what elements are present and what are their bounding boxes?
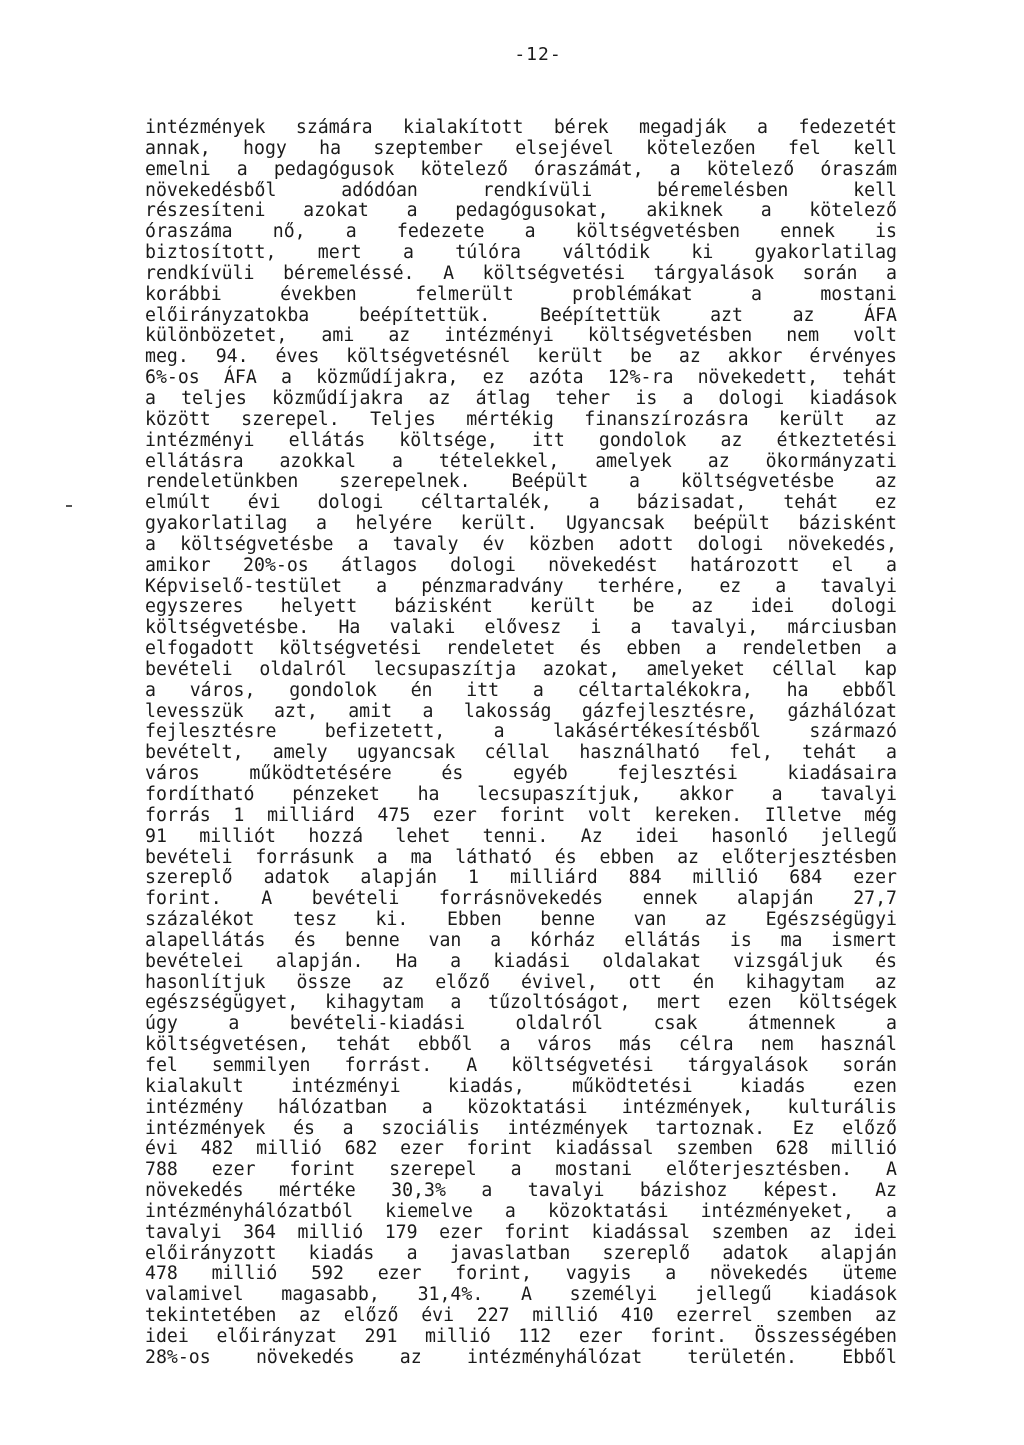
text-line: biztosított, mert a túlóra váltódik ki gyakorlatilag (145, 242, 897, 264)
text-line: évi 482 millió 682 ezer forint kiadással szemben 628 millió (145, 1138, 897, 1160)
text-line: levesszük azt, amit a lakosság gázfejlesztésre, gázhálózat (145, 700, 897, 722)
text-line: tavalyi 364 millió 179 ezer forint kiadással szemben az idei (145, 1221, 897, 1243)
text-line: város működtetésére és egyéb fejlesztési kiadásaira (145, 763, 897, 785)
text-line: 6%-os ÁFA a közműdíjakra, ez azóta 12%-ra növekedett, tehát (145, 367, 897, 389)
text-line: bevételi oldalról lecsupaszítja azokat, amelyeket céllal kap (145, 658, 897, 680)
text-line: valamivel magasabb, 31,4%. A személyi jellegű kiadások (145, 1284, 897, 1306)
text-line: úgy a bevételi-kiadási oldalról csak átmennek a (145, 1013, 897, 1035)
text-line: 788 ezer forint szerepel a mostani előterjesztésben. A (145, 1159, 897, 1181)
text-line: növekedésből adódóan rendkívüli béremelésben kell (145, 179, 897, 201)
text-line: óraszáma nő, a fedezete a költségvetésben ennek is (145, 221, 897, 243)
text-line: intézményhálózatból kiemelve a közoktatási intézményeket, a (145, 1200, 897, 1222)
text-line: alapellátás és benne van a kórház ellátás is ma ismert (145, 929, 897, 951)
text-line: kialakult intézményi kiadás, működtetési kiadás ezen (145, 1075, 897, 1097)
margin-mark (66, 505, 72, 507)
text-line: emelni a pedagógusok kötelező óraszámát, a kötelező óraszám (145, 158, 897, 180)
text-line: annak, hogy ha szeptember elsejével kötelezően fel kell (145, 137, 897, 159)
text-line: fejlesztésre befizetett, a lakásértékesítésből származó (145, 721, 897, 743)
text-line: 91 milliót hozzá lehet tenni. Az idei hasonló jellegű (145, 825, 897, 847)
text-line: részesíteni azokat a pedagógusokat, akiknek a kötelező (145, 200, 897, 222)
text-line: korábbi években felmerült problémákat a mostani (145, 283, 897, 305)
text-line: költségvetésen, tehát ebből a város más célra nem használ (145, 1034, 897, 1056)
text-line: fel semmilyen forrást. A költségvetési tárgyalások során (145, 1054, 897, 1076)
text-line: meg. 94. éves költségvetésnél került be az akkor érvényes (145, 346, 897, 368)
text-line: előirányzatokba beépítettük. Beépítettük azt az ÁFA (145, 304, 897, 326)
text-line: bevételei alapján. Ha a kiadási oldalakat vizsgáljuk és (145, 950, 897, 972)
text-line: intézmények számára kialakított bérek megadják a fedezetét (145, 117, 897, 138)
text-line: forint. A bevételi forrásnövekedés ennek alapján 27,7 (145, 888, 897, 910)
text-line: intézmények és a szociális intézmények tartoznak. Ez előző (145, 1117, 897, 1139)
page-number: -12- (514, 44, 562, 65)
text-line: egyszeres helyett bázisként került be az idei dologi (145, 596, 897, 618)
text-line: fordítható pénzeket ha lecsupaszítjuk, akkor a tavalyi (145, 784, 897, 805)
text-line: elmúlt évi dologi céltartalék, a bázisadat, tehát ez (145, 492, 897, 514)
text-line: idei előirányzat 291 millió 112 ezer forint. Összességében (145, 1325, 897, 1347)
text-line: különbözetet, ami az intézményi költségvetésben nem volt (145, 325, 897, 347)
text-line: bevételt, amely ugyancsak céllal használható fel, tehát a (145, 742, 897, 764)
text-line: a költségvetésbe a tavaly év közben adott dologi növekedés, (145, 533, 897, 555)
text-line: amikor 20%-os átlagos dologi növekedést határozott el a (145, 554, 897, 576)
text-line: százalékot tesz ki. Ebben benne van az Egészségügyi (145, 909, 897, 931)
text-line: között szerepel. Teljes mértékig finanszírozásra került az (145, 408, 897, 430)
text-line: egészségügyet, kihagytam a tűzoltóságot, mert ezen költségek (145, 992, 897, 1014)
body-text (145, 118, 897, 1369)
text-line: növekedés mértéke 30,3% a tavalyi bázishoz képest. Az (145, 1180, 897, 1202)
text-line: a város, gondolok én itt a céltartalékokra, ha ebből (145, 679, 897, 701)
text-line: ellátásra azokkal a tételekkel, amelyek az ökormányzati (145, 450, 897, 472)
text-line: Képviselő-testület a pénzmaradvány terhére, ez a tavalyi (145, 575, 897, 597)
text-line: forrás 1 milliárd 475 ezer forint volt kereken. Illetve még (145, 804, 897, 826)
text-line: rendkívüli béremeléssé. A költségvetési tárgyalások során a (145, 262, 897, 284)
text-line: szereplő adatok alapján 1 milliárd 884 millió 684 ezer (145, 867, 897, 889)
text-line: 28%-os növekedés az intézményhálózat területén. Ebből (145, 1346, 897, 1368)
text-line: hasonlítjuk össze az előző évivel, ott én kihagytam az (145, 971, 897, 993)
text-line: rendeletünkben szerepelnek. Beépült a költségvetésbe az (145, 471, 897, 493)
text-line: tekintetében az előző évi 227 millió 410 ezerrel szemben az (145, 1305, 897, 1327)
text-line: elfogadott költségvetési rendeletet és ebben a rendeletben a (145, 638, 897, 660)
text-line: intézményi ellátás költsége, itt gondolok az étkeztetési (145, 429, 897, 451)
text-line: a teljes közműdíjakra az átlag teher is a dologi kiadások (145, 387, 897, 409)
text-line: gyakorlatilag a helyére került. Ugyancsak beépült bázisként (145, 513, 897, 535)
text-line: költségvetésbe. Ha valaki elővesz i a tavalyi, márciusban (145, 617, 897, 639)
text-line: 478 millió 592 ezer forint, vagyis a növekedés üteme (145, 1263, 897, 1285)
text-line: bevételi forrásunk a ma látható és ebben az előterjesztésben (145, 846, 897, 868)
text-line: előirányzott kiadás a javaslatban szereplő adatok alapján (145, 1242, 897, 1264)
text-line: intézmény hálózatban a közoktatási intézmények, kulturális (145, 1096, 897, 1118)
